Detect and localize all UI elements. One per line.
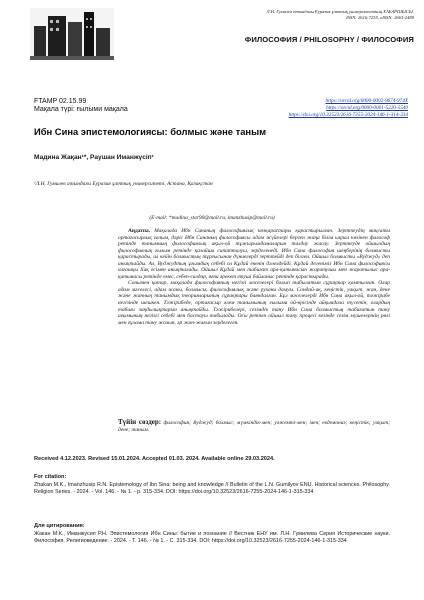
abstract [118,228,390,326]
citation-ru-label: Для цитирования: [34,523,85,529]
doi-link[interactable]: https://doi.org/10.32523/2616-7255-2024-146-1-314-334 [288,112,408,118]
article-type: Мақала түрі: ғылыми мақала [34,106,128,113]
ftamp-code: FTAMP 02.15.99 [34,98,87,105]
keywords-text: философия; Вуджуд; болмыс; мүмкіндік-мен; уәжемті-мен; мен; евдемониз; кеңістік; уақыт; дене; таным. [118,420,390,433]
authors: Мадина Жақан¹*, Раушан Иманжүсіп¹ [34,154,154,161]
abstract-paragraph-1 [118,228,390,280]
author-emails: (E-mail: *madina_star90@mail.ru, imanzhusip@mail.ru) [149,215,275,221]
orcid-link-1[interactable]: https://orcid.org/0000-0002-9674-974X [325,98,408,104]
journal-header [0,0,424,72]
journal-name: Л.Н. Гумилев атындағы Еуразия ұлттық университетінің ХАБАРШЫСЫ. [266,9,414,14]
affiliation: ¹Л.Н. Гумилев атындағы Еуразия ұлттық университеті, Астана, Қазақстан [34,181,213,187]
abstract-label: Аңдатпа. [128,228,151,234]
citation-ru-text: Жакан М.К., Иманжусип Р.Н. Эпистемология Ибн Сины: бытие и познание // Вестник ЕНУ им. Л.Н. Гумилева Серия Исторические науки. Философия. Религиоведение. - 2024. - Т. 146. - № 1. - С. 315-334. DOI: https://doi.org/10.32523/2616-7255-2024-146-1-315-334 [34,531,390,545]
page-title: Ибн Сина эпистемологиясы: болмыс және таным [34,126,267,137]
identifier-links [289,98,408,119]
citation-text: Zhakan M.K., Imanzhusip R.N. Epistemology of Ibn Sina: being and knowledge // Bulletin of the L.N. Gumilyov ENU. Historical sciences. Philosophy. Religion Series. - 2024. - Vol. 146. - № 1. - p. 315-334. DOI: https://doi.org/10.32523/2616-7255-2024-146-1-315-334 [34,482,390,496]
keywords [118,419,390,433]
university-logo-icon [30,8,114,60]
keywords-label: Түйін сөздер: [118,418,162,426]
citation-label: For citation: [34,474,67,480]
abstract-paragraph-2: Сонымен қатар, мақалада философияның негізгі мәселелері болып табылатын сұрақтар қамтылған. Олар адам мәселесі, адам жаны, болмысы, философиялық және рухани дамуы. Сондай-ақ, кеңістік, уақыт, жан, дене және жанның танымдық теорияларының сұрақтары баяндалған. Бұл мәселелерді Ибн Сина ақыл-ой, тәжірибе негізінде шешкен. Тәжірибеде, ортағасыр әлем танымының ғылыми ой-өрісінде айқындала түсетін, олардың табиғи заңдылықтарын анықтайды. Тәжірибелері, сезімдік тану Ибн Сина болмыстың табиғатын тану ағымының негізгі себебі мен бастауы табылады. Осы ретпен ойшыл тану процесі кезінде сезім мүшелерінің рөлі мен ғұлама тану жолын, әр жан-жағын зерделеген. [118,280,390,326]
section-banner: ФИЛОСОФИЯ / PHILOSOPHY / ФИЛОСОФИЯ [244,35,414,44]
orcid-link-2[interactable]: https://orcid.org/0000-0001-5220-5540 [326,105,408,111]
journal-issn: ISSN: 2616-7255. eISSN: 2663-2489 [346,15,414,20]
abstract-text-1: Мақалада Ибн Синаның философиялық көзқарастары қарастырылған. Зерттеудің мақсаты ортағасырлық ғалым, дәріс Ибн Синаның философиясы адам жүйелері берген жаңа білім ықпал көзінен философ ретінде танымның философиялық ақыл-ой тұжырымдамаларын талдау жасау. Зерттеуде ойшылдың философиялық ғылым ретінде қалайша сипатталуы, зерделенеді. Ибн Сина философия шеңберінің болмысты қарастырады, ал кейін болмыстың тұрғысынан дүниелерді зерттейді деп білген. Ойшыл болмысты «Вуджуд» деп анықтайды. Ал, Вуджудтың ұғымдық себебі ол Құдай екенін дәлелдейді. Құдай дегеніміз Ибн Сина философиясы алғашқы Хақ есімен анықталады. Ойшыл Құдай мен табиғат ара-қатынасын жаратушы мен жаратылыс ара-қатынасы ретінде емес, себеп-салдар, яғни әрекет етуші байланыс ретінде қарастырады. [118,228,390,280]
article-dates: Received 4.12.2023. Revised 15.01.2024. Accepted 01.03. 2024. Available online 29.03.2024. [34,456,275,462]
